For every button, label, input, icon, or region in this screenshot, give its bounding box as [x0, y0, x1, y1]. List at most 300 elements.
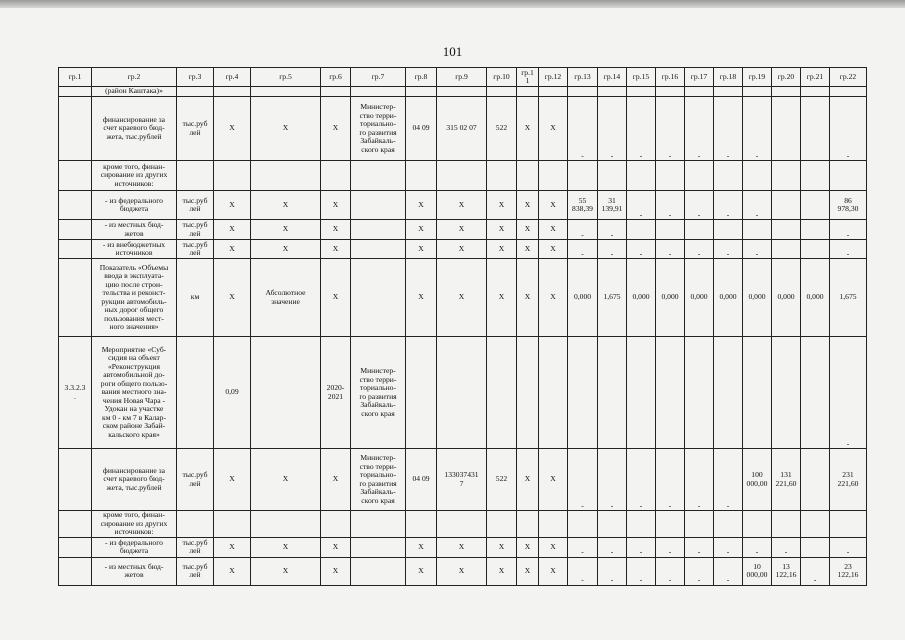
table-cell: 04 09 — [406, 97, 437, 161]
table-cell: 1,675 — [830, 259, 867, 337]
table-row — [59, 220, 867, 240]
table-cell — [177, 337, 214, 449]
table-cell — [59, 191, 92, 220]
table-cell: - — [714, 449, 743, 511]
table-cell — [743, 87, 772, 97]
column-header: гр.6 — [321, 68, 351, 87]
table-cell: Х — [321, 537, 351, 557]
table-cell: 55 838,39 — [568, 191, 598, 220]
column-header: гр.14 — [598, 68, 627, 87]
table-cell: Х — [321, 449, 351, 511]
table-cell: 133037431 7 — [437, 449, 487, 511]
table-cell: - — [685, 191, 714, 220]
table-cell: - — [714, 557, 743, 585]
table-cell — [714, 337, 743, 449]
table-cell — [177, 161, 214, 191]
table-cell: 13 122,16 — [772, 557, 801, 585]
table-cell — [772, 511, 801, 538]
table-cell — [714, 220, 743, 240]
table-row — [59, 511, 867, 538]
table-cell: - — [568, 220, 598, 240]
table-cell: - из федерального бюджета — [92, 191, 177, 220]
table-cell — [406, 87, 437, 97]
table-row — [59, 97, 867, 161]
table-cell: - — [801, 557, 830, 585]
table-cell — [627, 511, 656, 538]
table-cell: - — [598, 220, 627, 240]
column-header: гр.18 — [714, 68, 743, 87]
table-cell — [801, 449, 830, 511]
table-cell: Х — [214, 259, 251, 337]
table-cell: Х — [539, 97, 568, 161]
table-cell: Министер- ство терри- ториально- го развития Забайкаль- ского края — [351, 97, 406, 161]
table-cell — [801, 537, 830, 557]
table-cell: Х — [251, 191, 321, 220]
table-cell: км — [177, 259, 214, 337]
table-cell: Х — [214, 449, 251, 511]
table-cell: Абсолютное значение — [251, 259, 321, 337]
table-cell: 0,000 — [801, 259, 830, 337]
table-cell — [685, 337, 714, 449]
column-header: гр.16 — [656, 68, 685, 87]
table-cell — [487, 337, 517, 449]
table-cell — [627, 220, 656, 240]
table-cell — [251, 511, 321, 538]
table-cell: 86 978,30 — [830, 191, 867, 220]
table-cell — [59, 240, 92, 259]
table-cell: Х — [437, 537, 487, 557]
column-header: гр.15 — [627, 68, 656, 87]
table-cell — [743, 161, 772, 191]
table-cell: - — [598, 557, 627, 585]
table-cell: Х — [517, 449, 539, 511]
table-cell — [351, 87, 406, 97]
table-cell: Министер- ство терри- ториально- го развития Забайкаль- ского края — [351, 337, 406, 449]
table-cell: Х — [251, 220, 321, 240]
table-cell: - — [743, 240, 772, 259]
table-cell: Х — [487, 557, 517, 585]
table-cell — [685, 87, 714, 97]
table-cell — [656, 220, 685, 240]
table-cell: тыс.руб лей — [177, 191, 214, 220]
table-cell: Х — [406, 537, 437, 557]
table-cell: - — [743, 97, 772, 161]
table-cell — [251, 161, 321, 191]
table-cell: Х — [539, 537, 568, 557]
table-cell — [656, 87, 685, 97]
table-cell — [598, 337, 627, 449]
financing-table — [58, 67, 867, 586]
table-cell: Х — [406, 259, 437, 337]
table-cell: Х — [321, 240, 351, 259]
table-cell: - — [656, 537, 685, 557]
table-cell — [214, 87, 251, 97]
table-cell: тыс.руб лей — [177, 537, 214, 557]
table-cell — [685, 511, 714, 538]
table-cell: - — [685, 449, 714, 511]
table-cell — [656, 161, 685, 191]
table-cell: - из федерального бюджета — [92, 537, 177, 557]
table-cell: Х — [487, 259, 517, 337]
table-cell — [801, 337, 830, 449]
table-cell: - — [685, 537, 714, 557]
table-cell: - — [656, 191, 685, 220]
table-cell: Х — [517, 537, 539, 557]
column-header: гр.17 — [685, 68, 714, 87]
table-cell — [801, 87, 830, 97]
table-cell — [627, 87, 656, 97]
table-cell: - — [568, 97, 598, 161]
table-cell — [59, 537, 92, 557]
table-cell — [772, 97, 801, 161]
table-cell — [351, 557, 406, 585]
column-header: гр.9 — [437, 68, 487, 87]
table-cell — [743, 511, 772, 538]
header-row — [59, 68, 867, 87]
table-cell: 2020- 2021 — [321, 337, 351, 449]
table-cell — [772, 161, 801, 191]
table-cell: - — [568, 557, 598, 585]
table-cell — [743, 220, 772, 240]
table-cell: Х — [251, 97, 321, 161]
table-cell — [801, 240, 830, 259]
table-cell — [801, 191, 830, 220]
table-cell: Х — [487, 240, 517, 259]
table-cell: Х — [517, 259, 539, 337]
table-cell: - — [714, 97, 743, 161]
table-cell — [656, 511, 685, 538]
table-cell: (район Каштака)» — [92, 87, 177, 97]
table-cell — [772, 191, 801, 220]
table-cell — [772, 240, 801, 259]
column-header: гр.13 — [568, 68, 598, 87]
table-cell: Х — [437, 220, 487, 240]
table-cell: - — [627, 449, 656, 511]
table-cell: кроме того, финан- сирование из других источников: — [92, 161, 177, 191]
table-cell — [351, 259, 406, 337]
table-cell: Министер- ство терри- ториально- го развития Забайкаль- ского края — [351, 449, 406, 511]
table-cell — [351, 161, 406, 191]
page-number: 101 — [442, 44, 463, 59]
table-cell: Х — [321, 191, 351, 220]
table-cell: Показатель «Объемы ввода в эксплуата- цию после строи- тельства и реконст- рукции автомобиль- ных дорог общего пользования мест- ного значения» — [92, 259, 177, 337]
table-cell: - — [743, 537, 772, 557]
table-cell — [568, 337, 598, 449]
table-cell: 231 221,60 — [830, 449, 867, 511]
table-cell — [406, 161, 437, 191]
table-cell: Х — [487, 191, 517, 220]
column-header: гр.10 — [487, 68, 517, 87]
table-cell: 0,09 — [214, 337, 251, 449]
table-cell — [59, 259, 92, 337]
table-cell: Х — [406, 557, 437, 585]
table-cell: Мероприятие «Суб- сидия на объект «Реконструкция автомобильной до- роги общего пользо- вания местного зна- чения Новая Чара - Удокан на участке км 0 - км 7 в Калар- ском районе Забай- кальского края» — [92, 337, 177, 449]
table-cell — [714, 87, 743, 97]
table-cell: - — [568, 240, 598, 259]
table-cell: - из местных бюд- жетов — [92, 557, 177, 585]
column-header: гр.3 — [177, 68, 214, 87]
table-cell: Х — [214, 97, 251, 161]
table-cell — [598, 511, 627, 538]
table-cell — [801, 97, 830, 161]
table-cell: - — [627, 191, 656, 220]
table-cell: Х — [251, 537, 321, 557]
column-header: гр.20 — [772, 68, 801, 87]
table-cell — [539, 161, 568, 191]
table-cell: Х — [437, 191, 487, 220]
table-cell — [656, 337, 685, 449]
table-cell — [539, 87, 568, 97]
table-cell — [351, 240, 406, 259]
table-row — [59, 449, 867, 511]
table-cell — [517, 511, 539, 538]
table-cell: - — [830, 240, 867, 259]
table-cell: 0,000 — [772, 259, 801, 337]
table-cell: 0,000 — [714, 259, 743, 337]
table-cell: 522 — [487, 97, 517, 161]
column-header: гр.19 — [743, 68, 772, 87]
table-cell — [568, 87, 598, 97]
table-cell: Х — [539, 220, 568, 240]
table-cell: - — [598, 449, 627, 511]
table-cell: тыс.руб лей — [177, 557, 214, 585]
table-cell — [351, 511, 406, 538]
table-row — [59, 240, 867, 259]
table-cell — [627, 161, 656, 191]
table-cell: финансирование за счет краевого бюд- жета, тыс.рублей — [92, 449, 177, 511]
table-cell: Х — [437, 240, 487, 259]
table-row — [59, 161, 867, 191]
table-cell — [568, 511, 598, 538]
table-cell — [437, 161, 487, 191]
table-cell — [177, 511, 214, 538]
table-cell: 0,000 — [627, 259, 656, 337]
table-cell: 3.3.2.3 . — [59, 337, 92, 449]
table-cell: - — [830, 220, 867, 240]
table-cell: - — [656, 97, 685, 161]
table-cell — [321, 161, 351, 191]
table-cell: - — [830, 97, 867, 161]
table-cell: - из местных бюд- жетов — [92, 220, 177, 240]
table-cell — [437, 337, 487, 449]
table-cell: - из внебюджетных источников — [92, 240, 177, 259]
table-cell: 1,675 — [598, 259, 627, 337]
table-cell: Х — [517, 557, 539, 585]
table-cell — [487, 87, 517, 97]
table-cell: Х — [214, 191, 251, 220]
table-cell — [59, 557, 92, 585]
table-cell: Х — [437, 557, 487, 585]
table-cell: Х — [321, 220, 351, 240]
table-row — [59, 87, 867, 97]
column-header: гр.8 — [406, 68, 437, 87]
table-cell: - — [714, 191, 743, 220]
table-cell: тыс.руб лей — [177, 240, 214, 259]
table-cell: 0,000 — [568, 259, 598, 337]
table-cell: Х — [517, 240, 539, 259]
table-cell: 522 — [487, 449, 517, 511]
table-cell — [772, 220, 801, 240]
table-cell — [772, 337, 801, 449]
table-cell: - — [568, 537, 598, 557]
table-cell — [743, 337, 772, 449]
table-cell — [517, 161, 539, 191]
table-cell: - — [656, 557, 685, 585]
scan-top-edge — [0, 0, 905, 8]
table-cell: 23 122,16 — [830, 557, 867, 585]
table-cell: - — [627, 97, 656, 161]
column-header: гр.22 — [830, 68, 867, 87]
table-cell: - — [627, 537, 656, 557]
table-cell: Х — [539, 449, 568, 511]
table-cell: финансирование за счет краевого бюд- жета, тыс.рублей — [92, 97, 177, 161]
table-cell — [568, 161, 598, 191]
table-cell: кроме того, финан- сирование из других источников: — [92, 511, 177, 538]
table-body — [59, 87, 867, 586]
table-cell: - — [656, 449, 685, 511]
column-header: гр.1 1 — [517, 68, 539, 87]
table-cell — [598, 87, 627, 97]
column-header: гр.4 — [214, 68, 251, 87]
table-cell: Х — [321, 557, 351, 585]
column-header: гр.5 — [251, 68, 321, 87]
table-cell: Х — [487, 537, 517, 557]
table-cell — [251, 87, 321, 97]
table-cell: Х — [539, 191, 568, 220]
table-cell — [321, 87, 351, 97]
table-cell — [59, 97, 92, 161]
table-cell — [59, 220, 92, 240]
table-cell: Х — [214, 537, 251, 557]
table-cell — [539, 511, 568, 538]
table-cell: - — [772, 537, 801, 557]
table-cell — [487, 161, 517, 191]
table-cell: Х — [406, 240, 437, 259]
table-cell — [627, 337, 656, 449]
column-header: гр.12 — [539, 68, 568, 87]
table-cell: 315 02 07 — [437, 97, 487, 161]
table-cell: - — [656, 240, 685, 259]
table-cell — [59, 87, 92, 97]
table-cell — [598, 161, 627, 191]
table-cell: Х — [251, 240, 321, 259]
table-cell — [714, 161, 743, 191]
table-cell — [830, 511, 867, 538]
table-cell: Х — [517, 97, 539, 161]
table-cell — [517, 337, 539, 449]
table-cell — [351, 537, 406, 557]
table-cell — [685, 220, 714, 240]
table-cell: - — [685, 240, 714, 259]
table-cell — [59, 511, 92, 538]
table-cell: тыс.руб лей — [177, 449, 214, 511]
table-cell: - — [598, 537, 627, 557]
table-cell — [685, 161, 714, 191]
table-cell: 0,000 — [685, 259, 714, 337]
table-cell: Х — [406, 220, 437, 240]
table-cell: Х — [517, 220, 539, 240]
table-row — [59, 337, 867, 449]
table-cell — [714, 511, 743, 538]
table-cell — [437, 87, 487, 97]
table-cell: Х — [539, 240, 568, 259]
table-cell: Х — [251, 449, 321, 511]
table-cell — [830, 161, 867, 191]
table-cell: Х — [406, 191, 437, 220]
table-row — [59, 557, 867, 585]
table-cell — [406, 511, 437, 538]
table-cell: 131 221,60 — [772, 449, 801, 511]
table-row — [59, 191, 867, 220]
table-cell: - — [685, 557, 714, 585]
table-cell: Х — [539, 557, 568, 585]
table-cell: Х — [214, 557, 251, 585]
column-header: гр.21 — [801, 68, 830, 87]
table-cell — [539, 337, 568, 449]
table-cell: 0,000 — [743, 259, 772, 337]
table-cell — [251, 337, 321, 449]
table-cell — [214, 511, 251, 538]
table-cell — [59, 449, 92, 511]
table-cell: 31 139,91 — [598, 191, 627, 220]
table-cell: - — [598, 97, 627, 161]
table-cell: - — [830, 537, 867, 557]
table-cell — [321, 511, 351, 538]
table-cell — [487, 511, 517, 538]
table-cell: 10 000,00 — [743, 557, 772, 585]
table-cell: - — [714, 537, 743, 557]
table-cell — [801, 220, 830, 240]
table-cell — [830, 87, 867, 97]
table-cell — [772, 87, 801, 97]
table-cell: Х — [437, 259, 487, 337]
table-cell: тыс.руб лей — [177, 220, 214, 240]
table-cell — [801, 511, 830, 538]
table-cell: Х — [321, 97, 351, 161]
table-cell — [177, 87, 214, 97]
table-cell: Х — [321, 259, 351, 337]
table-cell: Х — [214, 240, 251, 259]
table-cell — [351, 220, 406, 240]
table-cell: Х — [517, 191, 539, 220]
table-cell: - — [830, 337, 867, 449]
table-cell — [801, 161, 830, 191]
table-cell: Х — [251, 557, 321, 585]
table-cell: Х — [539, 259, 568, 337]
table-cell: - — [598, 240, 627, 259]
table-cell: - — [714, 240, 743, 259]
table-cell: 04 09 — [406, 449, 437, 511]
table-cell — [351, 191, 406, 220]
table-cell: Х — [487, 220, 517, 240]
table-cell: - — [743, 191, 772, 220]
table-cell — [517, 87, 539, 97]
column-header: гр.7 — [351, 68, 406, 87]
table-cell — [214, 161, 251, 191]
table-cell — [406, 337, 437, 449]
table-cell: - — [627, 240, 656, 259]
table-cell: - — [568, 449, 598, 511]
table-cell: - — [627, 557, 656, 585]
table-row — [59, 537, 867, 557]
column-header: гр.2 — [92, 68, 177, 87]
column-header: гр.1 — [59, 68, 92, 87]
table-cell: 0,000 — [656, 259, 685, 337]
table-cell: Х — [214, 220, 251, 240]
table-cell: 100 000,00 — [743, 449, 772, 511]
table-cell — [437, 511, 487, 538]
table-row — [59, 259, 867, 337]
